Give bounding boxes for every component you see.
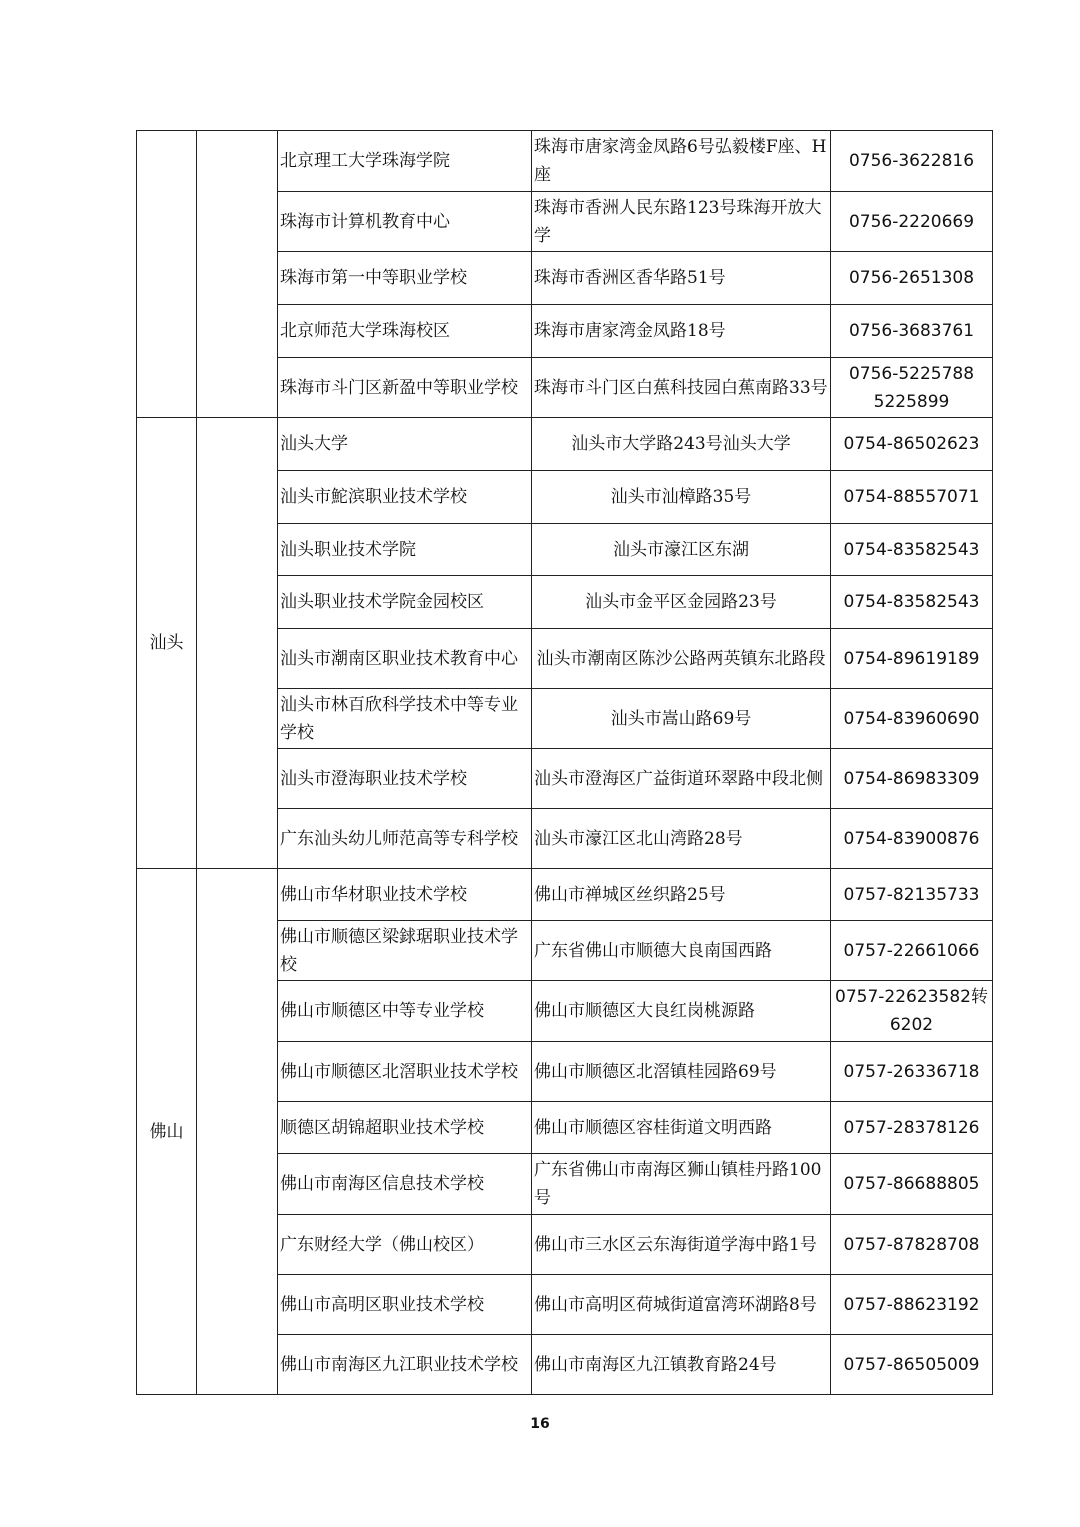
- region-cell-zhuhai: [137, 131, 197, 418]
- school-address: 佛山市顺德区容桂街道文明西路: [532, 1102, 831, 1154]
- school-phone: 0754-83582543: [831, 524, 993, 576]
- school-address: 珠海市唐家湾金凤路6号弘毅楼F座、H座: [532, 131, 831, 192]
- school-name: 汕头市林百欣科学技术中等专业学校: [278, 689, 532, 749]
- school-phone: 0754-89619189: [831, 629, 993, 689]
- school-phone: 0757-86505009: [831, 1335, 993, 1395]
- school-name: 佛山市顺德区中等专业学校: [278, 981, 532, 1042]
- school-address: 珠海市香洲区香华路51号: [532, 252, 831, 305]
- school-name: 北京理工大学珠海学院: [278, 131, 532, 192]
- table-row: [137, 869, 993, 921]
- school-phone: 0757-87828708: [831, 1215, 993, 1275]
- school-address: 佛山市顺德区大良红岗桃源路: [532, 981, 831, 1042]
- school-address: 佛山市三水区云东海街道学海中路1号: [532, 1215, 831, 1275]
- sub-cell: [197, 131, 278, 418]
- school-name: 汕头职业技术学院金园校区: [278, 576, 532, 629]
- school-phone: 0756-2651308: [831, 252, 993, 305]
- school-name: 汕头大学: [278, 418, 532, 471]
- region-cell-foshan: 佛山: [137, 869, 197, 1395]
- school-address: 汕头市澄海区广益街道环翠路中段北侧: [532, 749, 831, 809]
- school-name: 北京师范大学珠海校区: [278, 305, 532, 358]
- school-name: 汕头职业技术学院: [278, 524, 532, 576]
- page-number: 16: [530, 1416, 550, 1432]
- school-phone: 0754-83582543: [831, 576, 993, 629]
- school-address: 汕头市汕樟路35号: [532, 471, 831, 524]
- school-name: 汕头市鮀滨职业技术学校: [278, 471, 532, 524]
- school-address: 广东省佛山市顺德大良南国西路: [532, 921, 831, 981]
- school-phone: 0757-22623582转6202: [831, 981, 993, 1042]
- school-phone: 0757-28378126: [831, 1102, 993, 1154]
- table-row: [137, 418, 993, 471]
- sub-cell: [197, 869, 278, 1395]
- school-name: 广东汕头幼儿师范高等专科学校: [278, 809, 532, 869]
- school-phone: 0754-83960690: [831, 689, 993, 749]
- school-name: 佛山市华材职业技术学校: [278, 869, 532, 921]
- sub-cell: [197, 418, 278, 869]
- school-address: 汕头市金平区金园路23号: [532, 576, 831, 629]
- school-phone: 0757-22661066: [831, 921, 993, 981]
- school-phone: 0756-3683761: [831, 305, 993, 358]
- school-phone: 0754-86502623: [831, 418, 993, 471]
- school-address: 佛山市禅城区丝织路25号: [532, 869, 831, 921]
- school-phone: 0754-88557071: [831, 471, 993, 524]
- school-phone: 0757-88623192: [831, 1275, 993, 1335]
- school-address: 广东省佛山市南海区狮山镇桂丹路100号: [532, 1154, 831, 1215]
- school-name: 佛山市顺德区梁銶琚职业技术学校: [278, 921, 532, 981]
- school-address: 汕头市濠江区东湖: [532, 524, 831, 576]
- school-name: 汕头市潮南区职业技术教育中心: [278, 629, 532, 689]
- school-name: 珠海市斗门区新盈中等职业学校: [278, 358, 532, 418]
- school-table: [136, 130, 993, 1395]
- region-cell-shantou: 汕头: [137, 418, 197, 869]
- school-address: 汕头市大学路243号汕头大学: [532, 418, 831, 471]
- school-name: 珠海市第一中等职业学校: [278, 252, 532, 305]
- school-name: 汕头市澄海职业技术学校: [278, 749, 532, 809]
- school-phone: 0757-82135733: [831, 869, 993, 921]
- school-address: 珠海市香洲人民东路123号珠海开放大学: [532, 192, 831, 252]
- school-phone: 0756-5225788 5225899: [831, 358, 993, 418]
- school-phone: 0754-86983309: [831, 749, 993, 809]
- school-address: 佛山市南海区九江镇教育路24号: [532, 1335, 831, 1395]
- school-address: 汕头市潮南区陈沙公路两英镇东北路段: [532, 629, 831, 689]
- school-phone: 0756-3622816: [831, 131, 993, 192]
- school-name: 佛山市南海区信息技术学校: [278, 1154, 532, 1215]
- school-address: 珠海市唐家湾金凤路18号: [532, 305, 831, 358]
- school-phone: 0757-86688805: [831, 1154, 993, 1215]
- school-name: 佛山市顺德区北滘职业技术学校: [278, 1042, 532, 1102]
- school-name: 顺德区胡锦超职业技术学校: [278, 1102, 532, 1154]
- school-address: 汕头市嵩山路69号: [532, 689, 831, 749]
- school-address: 汕头市濠江区北山湾路28号: [532, 809, 831, 869]
- school-phone: 0756-2220669: [831, 192, 993, 252]
- school-name: 佛山市高明区职业技术学校: [278, 1275, 532, 1335]
- school-address: 佛山市高明区荷城街道富湾环湖路8号: [532, 1275, 831, 1335]
- school-phone: 0754-83900876: [831, 809, 993, 869]
- school-name: 珠海市计算机教育中心: [278, 192, 532, 252]
- school-phone: 0757-26336718: [831, 1042, 993, 1102]
- table-row: [137, 131, 993, 192]
- school-address: 佛山市顺德区北滘镇桂园路69号: [532, 1042, 831, 1102]
- school-address: 珠海市斗门区白蕉科技园白蕉南路33号: [532, 358, 831, 418]
- school-name: 佛山市南海区九江职业技术学校: [278, 1335, 532, 1395]
- school-name: 广东财经大学（佛山校区）: [278, 1215, 532, 1275]
